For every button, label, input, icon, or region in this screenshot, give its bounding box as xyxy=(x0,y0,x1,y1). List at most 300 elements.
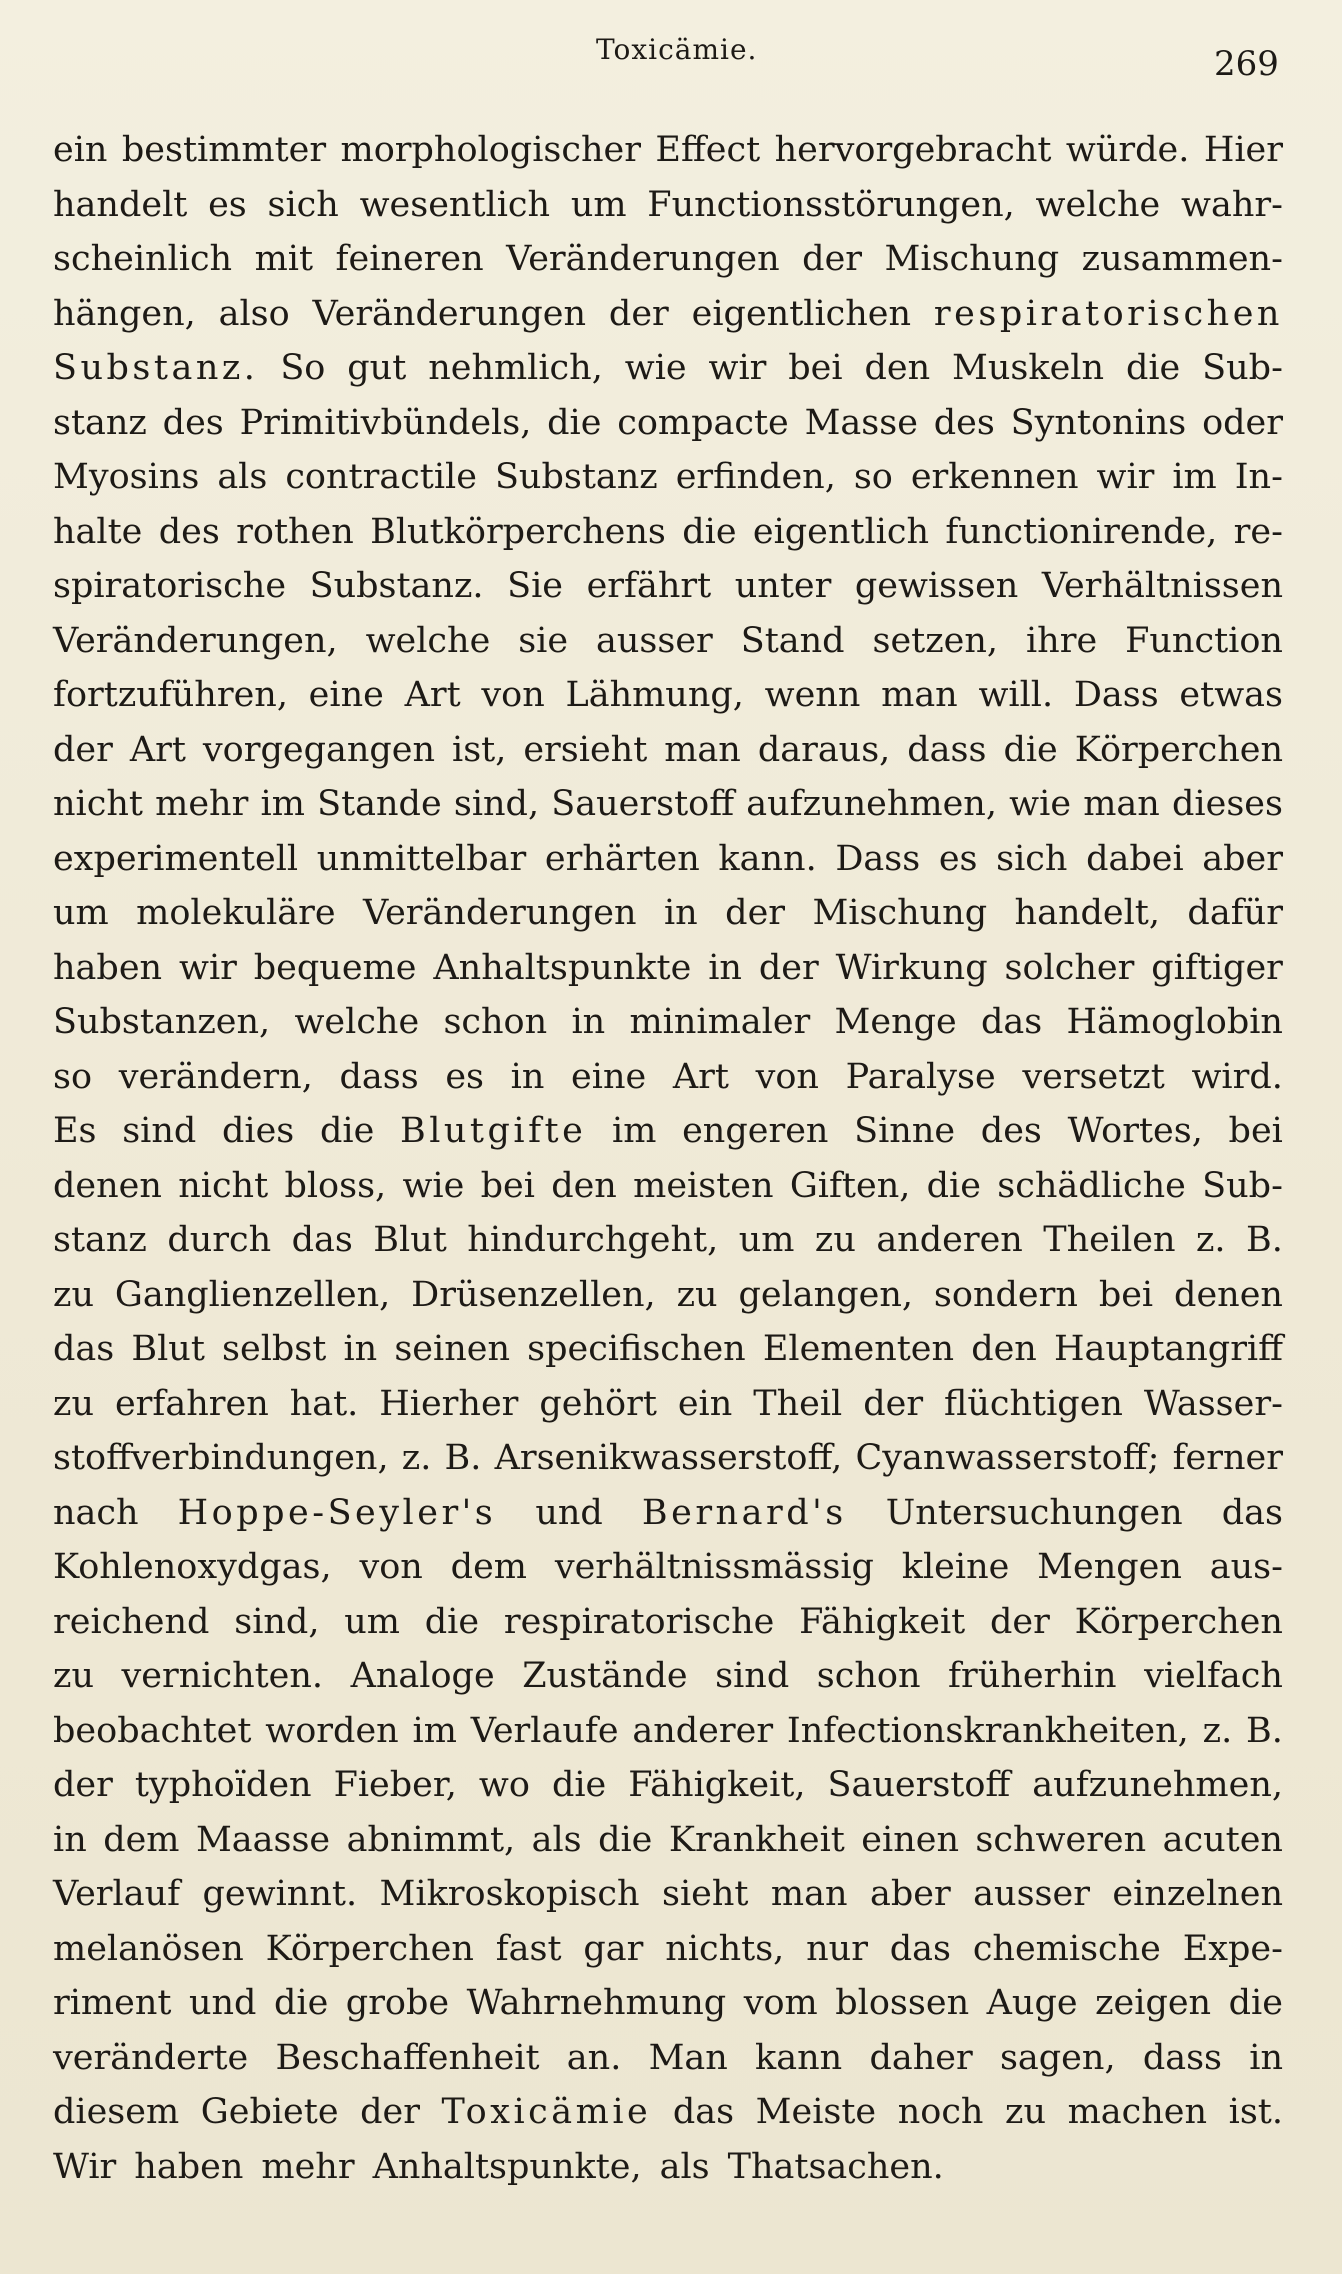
word: nach xyxy=(53,1492,139,1533)
word: etwas xyxy=(1179,675,1283,715)
word: verhältnissmässig xyxy=(554,1547,874,1587)
word: re- xyxy=(1233,511,1283,552)
word: man xyxy=(664,729,741,770)
word: des xyxy=(158,511,220,552)
word: denen xyxy=(1174,1274,1283,1315)
word: mehr xyxy=(155,784,249,824)
word: Stande xyxy=(317,784,442,824)
text-line xyxy=(53,1649,1283,1704)
word: anderen xyxy=(876,1220,1023,1260)
word: oder xyxy=(1202,402,1283,443)
word: dies xyxy=(222,1111,295,1151)
word: Art xyxy=(672,1056,729,1097)
word: Dass xyxy=(835,838,921,879)
word: hervorgebracht xyxy=(774,130,1052,170)
text-line xyxy=(53,1704,1283,1759)
word: in xyxy=(571,1002,606,1042)
word: sich xyxy=(267,184,339,225)
word: Syntonins xyxy=(1010,402,1187,443)
word: Mischung xyxy=(812,893,988,933)
word: meisten xyxy=(633,1165,774,1206)
word: sondern xyxy=(933,1274,1078,1315)
word: früherhin xyxy=(948,1656,1117,1696)
word: wenn xyxy=(764,675,861,715)
word: also xyxy=(218,293,290,334)
word: ein xyxy=(53,130,108,170)
word: Elementen xyxy=(762,1329,955,1369)
word: in xyxy=(343,1329,378,1369)
word: von xyxy=(755,1056,819,1097)
word: engeren xyxy=(682,1111,829,1151)
word: als xyxy=(217,457,268,497)
word: bloss, xyxy=(284,1165,387,1206)
text-line xyxy=(53,232,1283,287)
word: scheinlich xyxy=(53,239,233,279)
word: haben xyxy=(53,947,163,988)
word: mehr xyxy=(261,2146,355,2187)
word: functionirende, xyxy=(945,511,1218,552)
text-line xyxy=(53,1486,1283,1541)
text-line xyxy=(53,1050,1283,1105)
word: aber xyxy=(869,1874,951,1914)
word: z. xyxy=(1202,1710,1233,1751)
word: Mikroskopisch xyxy=(379,1874,640,1914)
word: Körperchen xyxy=(1074,729,1283,770)
word: Verlaufe xyxy=(470,1710,619,1751)
word: Es xyxy=(53,1111,97,1151)
word: B. xyxy=(1246,1710,1283,1751)
word: erhärten xyxy=(544,838,700,879)
word: bei xyxy=(1098,1274,1154,1315)
word: des xyxy=(162,402,224,443)
word: bei xyxy=(788,348,843,388)
text-line xyxy=(53,450,1283,505)
word: wahr- xyxy=(1181,184,1283,225)
word: nicht xyxy=(53,784,143,824)
word: veränderte xyxy=(53,2037,249,2078)
word: Blut xyxy=(131,1329,205,1369)
word: dabei xyxy=(1086,838,1184,879)
word: eigentlich xyxy=(752,511,930,552)
word: der xyxy=(802,239,863,279)
word: Drüsenzellen, xyxy=(411,1274,656,1315)
word: ein xyxy=(677,1383,733,1424)
word: der xyxy=(725,893,786,933)
word: respiratorischen xyxy=(933,293,1283,334)
word: Thatsachen. xyxy=(727,2146,944,2187)
word: Sauerstoff xyxy=(551,784,735,824)
word: Sub- xyxy=(1202,1165,1283,1206)
text-line xyxy=(53,178,1283,233)
word: hindurchgeht, xyxy=(467,1220,719,1260)
word: einen xyxy=(861,1819,959,1860)
text-line xyxy=(53,1213,1283,1268)
word: welche xyxy=(365,620,491,661)
word: Veränderungen, xyxy=(53,620,338,661)
word: sagen, xyxy=(999,2037,1116,2078)
word: die xyxy=(551,1765,607,1805)
word: ihre xyxy=(1025,620,1098,661)
word: halte xyxy=(53,511,143,552)
word: nichts, xyxy=(665,1928,785,1969)
word: Hoppe-Seyler's xyxy=(177,1492,497,1533)
word: schädliche xyxy=(997,1165,1186,1206)
text-line xyxy=(53,287,1283,342)
word: bequeme xyxy=(253,947,417,988)
word: Gebiete xyxy=(200,2092,339,2132)
word: Anhaltspunkte xyxy=(433,947,692,988)
word: bei xyxy=(1228,1111,1283,1151)
word: haben xyxy=(134,2146,244,2187)
word: erfährt xyxy=(586,566,712,606)
word: Giften, xyxy=(789,1165,911,1206)
word: eine xyxy=(571,1056,647,1097)
word: Mischung xyxy=(884,239,1060,279)
word: so xyxy=(853,457,893,497)
word: die xyxy=(926,1165,981,1206)
word: bei xyxy=(480,1165,535,1206)
word: als xyxy=(659,2146,710,2187)
word: dass xyxy=(907,729,987,770)
word: Fieber, xyxy=(333,1765,457,1805)
text-line xyxy=(53,1540,1283,1595)
word: stanz xyxy=(53,1220,147,1260)
word: würde. xyxy=(1065,130,1190,170)
page-number: 269 xyxy=(1214,44,1279,84)
word: acuten xyxy=(1162,1819,1283,1860)
word: daher xyxy=(869,2037,973,2078)
text-line xyxy=(53,396,1283,451)
word: Körperchen xyxy=(265,1928,474,1969)
word: spiratorische xyxy=(53,566,287,606)
word: um xyxy=(570,184,627,225)
word: ist. xyxy=(1228,2092,1283,2132)
word: Masse xyxy=(804,402,918,443)
word: in xyxy=(663,893,698,933)
word: versetzt xyxy=(1022,1056,1165,1097)
text-line xyxy=(53,1377,1283,1432)
word: melanösen xyxy=(53,1928,244,1969)
word: Mengen xyxy=(1037,1547,1182,1587)
word: Menge xyxy=(834,1002,957,1042)
word: es xyxy=(938,838,978,879)
word: die xyxy=(1125,348,1181,388)
word: durch xyxy=(167,1220,272,1260)
word: von xyxy=(481,675,545,715)
word: verändern, xyxy=(118,1056,313,1097)
word: Substanz. xyxy=(53,348,259,388)
text-line xyxy=(53,1813,1283,1868)
text-line xyxy=(53,1268,1283,1323)
word: minimaler xyxy=(629,1002,811,1042)
word: es xyxy=(445,1056,484,1097)
word: bestimmter xyxy=(121,130,327,170)
word: sind xyxy=(122,1111,197,1151)
word: Function xyxy=(1125,620,1283,661)
word: die xyxy=(319,1111,375,1151)
word: die xyxy=(547,402,602,443)
word: Sub- xyxy=(1202,348,1283,388)
word: gar xyxy=(583,1928,644,1969)
word: die xyxy=(424,1601,480,1642)
word: ausser xyxy=(973,1874,1090,1914)
word: seinen xyxy=(394,1329,510,1369)
word: gewissen xyxy=(854,566,1019,606)
word: Substanzen, xyxy=(53,1002,271,1042)
word: sie xyxy=(518,620,569,661)
word: kleine xyxy=(901,1547,1010,1587)
word: und xyxy=(188,1983,257,2023)
word: In- xyxy=(1234,457,1283,497)
word: B. xyxy=(444,1438,482,1478)
text-line xyxy=(53,1595,1283,1650)
word: welche xyxy=(294,1002,420,1042)
word: aufzunehmen, xyxy=(1032,1765,1283,1805)
word: Dass xyxy=(1073,675,1159,715)
word: anderer xyxy=(632,1710,774,1751)
text-line xyxy=(53,1867,1283,1922)
word: erkennen xyxy=(910,457,1079,497)
word: Wahrnehmung xyxy=(466,1983,727,2023)
word: solcher xyxy=(1004,947,1135,988)
word: reichend xyxy=(53,1601,210,1642)
word: Art xyxy=(129,729,186,770)
word: den xyxy=(971,1329,1037,1369)
word: Hier xyxy=(1203,130,1283,170)
running-head: Toxicämie. xyxy=(596,33,758,66)
text-line xyxy=(53,1104,1283,1159)
word: an. xyxy=(566,2037,622,2078)
word: zusammen- xyxy=(1081,239,1283,279)
text-line xyxy=(53,995,1283,1050)
text-line xyxy=(53,1976,1283,2031)
word: dass xyxy=(339,1056,419,1097)
word: wie xyxy=(1009,784,1072,824)
word: denen xyxy=(53,1165,162,1206)
text-line xyxy=(53,2031,1283,2086)
word: Stand xyxy=(740,620,845,661)
word: chemische xyxy=(972,1928,1161,1969)
word: rothen xyxy=(236,511,354,552)
word: wir xyxy=(708,348,767,388)
word: zu xyxy=(53,1656,94,1696)
word: sind xyxy=(715,1656,790,1696)
word: der xyxy=(608,293,669,334)
word: erfahren xyxy=(114,1383,269,1424)
word: das xyxy=(291,1220,353,1260)
word: zu xyxy=(53,1274,94,1315)
word: aber xyxy=(1202,838,1283,879)
word: um xyxy=(344,1601,400,1642)
word: Blut xyxy=(373,1220,447,1260)
word: der xyxy=(360,2092,420,2132)
word: Blutkörperchens xyxy=(370,511,666,552)
word: Muskeln xyxy=(952,348,1105,388)
word: giftiger xyxy=(1151,947,1283,988)
text-line xyxy=(53,123,1283,178)
word: schon xyxy=(816,1656,921,1696)
word: handelt, xyxy=(1014,893,1160,933)
text-line xyxy=(53,1758,1283,1813)
word: Expe- xyxy=(1182,1928,1283,1969)
word: wo xyxy=(478,1765,530,1805)
word: man xyxy=(1083,784,1160,824)
word: ersieht xyxy=(523,729,648,770)
word: compacte xyxy=(617,402,789,443)
word: hat. xyxy=(289,1383,359,1424)
text-line xyxy=(53,832,1283,887)
word: Veränderungen xyxy=(312,293,587,334)
word: Wasser- xyxy=(1143,1383,1283,1424)
word: mit xyxy=(254,239,314,279)
word: zu xyxy=(1005,2092,1047,2132)
word: Wortes, xyxy=(1067,1111,1203,1151)
word: eigentlichen xyxy=(691,293,912,334)
word: des xyxy=(980,1111,1042,1151)
word: Art xyxy=(404,675,461,715)
word: schon xyxy=(443,1002,548,1042)
word: erfinden, xyxy=(675,457,836,497)
text-line xyxy=(53,886,1283,941)
word: die xyxy=(598,1819,653,1860)
word: Theilen xyxy=(1043,1220,1176,1260)
word: Cyanwasserstoff; xyxy=(855,1438,1160,1478)
word: Sie xyxy=(507,566,563,606)
word: Blutgifte xyxy=(399,1111,587,1151)
word: Veränderungen xyxy=(506,239,780,279)
word: typhoïden xyxy=(134,1765,312,1805)
word: kann xyxy=(755,2037,843,2078)
word: das xyxy=(672,2092,735,2132)
word: noch xyxy=(897,2092,984,2132)
word: dass xyxy=(1142,2037,1223,2078)
word: vernichten. xyxy=(121,1656,324,1696)
word: als xyxy=(531,1819,582,1860)
word: Analoge xyxy=(350,1656,495,1696)
word: setzen, xyxy=(872,620,999,661)
text-line xyxy=(53,777,1283,832)
word: experimentell xyxy=(53,838,299,879)
word: flüchtigen xyxy=(944,1383,1123,1424)
word: daraus, xyxy=(757,729,891,770)
word: handelt xyxy=(53,184,188,225)
word: dafür xyxy=(1187,893,1283,933)
word: nicht xyxy=(178,1165,269,1206)
word: Kohlenoxydgas, xyxy=(53,1547,332,1587)
word: dem xyxy=(103,1819,180,1860)
word: und xyxy=(535,1492,603,1533)
word: der xyxy=(53,729,113,770)
word: wird. xyxy=(1191,1056,1283,1097)
word: B. xyxy=(1246,1220,1283,1260)
word: Auge xyxy=(986,1983,1078,2023)
text-line xyxy=(53,559,1283,614)
word: das xyxy=(53,1329,115,1369)
word: das xyxy=(1221,1492,1283,1533)
word: sieht xyxy=(661,1874,749,1914)
word: worden xyxy=(265,1710,399,1751)
word: in xyxy=(1249,2037,1283,2078)
word: ist, xyxy=(452,729,507,770)
word: sind, xyxy=(234,1601,320,1642)
word: Toxicämie xyxy=(441,2092,652,2132)
word: zu xyxy=(814,1220,856,1260)
word: vorgegangen xyxy=(202,729,436,770)
word: das xyxy=(981,1002,1043,1042)
word: in xyxy=(708,947,742,988)
word: wir xyxy=(178,947,237,988)
word: Theil xyxy=(753,1383,843,1424)
word: der xyxy=(53,1765,113,1805)
text-line xyxy=(53,505,1283,560)
word: es xyxy=(208,184,247,225)
word: zu xyxy=(53,1383,94,1424)
word: Meiste xyxy=(755,2092,877,2132)
word: im xyxy=(260,784,305,824)
word: riment xyxy=(53,1983,172,2023)
word: zeigen xyxy=(1095,1983,1212,2023)
word: Hämoglobin xyxy=(1066,1002,1283,1042)
word: Beschaffenheit xyxy=(275,2037,540,2078)
word: wie xyxy=(624,348,687,388)
word: Wir xyxy=(53,2146,117,2187)
word: gelangen, xyxy=(738,1274,913,1315)
word: einzelnen xyxy=(1112,1874,1283,1914)
text-line xyxy=(53,1922,1283,1977)
word: Untersuchungen xyxy=(885,1492,1183,1533)
word: stoffverbindungen, xyxy=(53,1438,389,1478)
word: fast xyxy=(495,1928,562,1969)
word: gehört xyxy=(539,1383,657,1424)
word: Primitivbündels, xyxy=(239,402,532,443)
word: z. xyxy=(1195,1220,1226,1260)
word: im xyxy=(412,1710,457,1751)
word: contractile xyxy=(285,457,477,497)
text-line xyxy=(53,614,1283,669)
word: Krankheit xyxy=(668,1819,845,1860)
word: um xyxy=(738,1220,795,1260)
word: beobachtet xyxy=(53,1710,252,1751)
word: fortzuführen, xyxy=(53,675,288,715)
word: den xyxy=(551,1165,617,1206)
text-line xyxy=(53,341,1283,396)
word: der xyxy=(990,1601,1050,1642)
word: blossen xyxy=(835,1983,970,2023)
word: Ganglienzellen, xyxy=(114,1274,391,1315)
word: Sinne xyxy=(854,1111,956,1151)
text-line xyxy=(53,2140,1283,2195)
word: um xyxy=(53,893,109,933)
word: im xyxy=(1172,457,1217,497)
word: Veränderungen xyxy=(363,893,637,933)
word: man xyxy=(881,675,958,715)
word: Hierher xyxy=(379,1383,519,1424)
word: gewinnt. xyxy=(202,1874,358,1914)
word: den xyxy=(864,348,931,388)
word: Arsenikwasserstoff, xyxy=(494,1438,843,1478)
word: welche xyxy=(1035,184,1161,225)
word: vielfach xyxy=(1144,1656,1283,1696)
word: zu xyxy=(676,1274,718,1315)
word: in xyxy=(510,1056,545,1097)
word: gut xyxy=(347,348,407,388)
word: wie xyxy=(402,1165,465,1206)
word: morphologischer xyxy=(340,130,641,170)
word: wesentlich xyxy=(359,184,551,225)
word: diesem xyxy=(53,2092,180,2132)
word: dieses xyxy=(1172,784,1283,824)
word: der xyxy=(758,947,819,988)
